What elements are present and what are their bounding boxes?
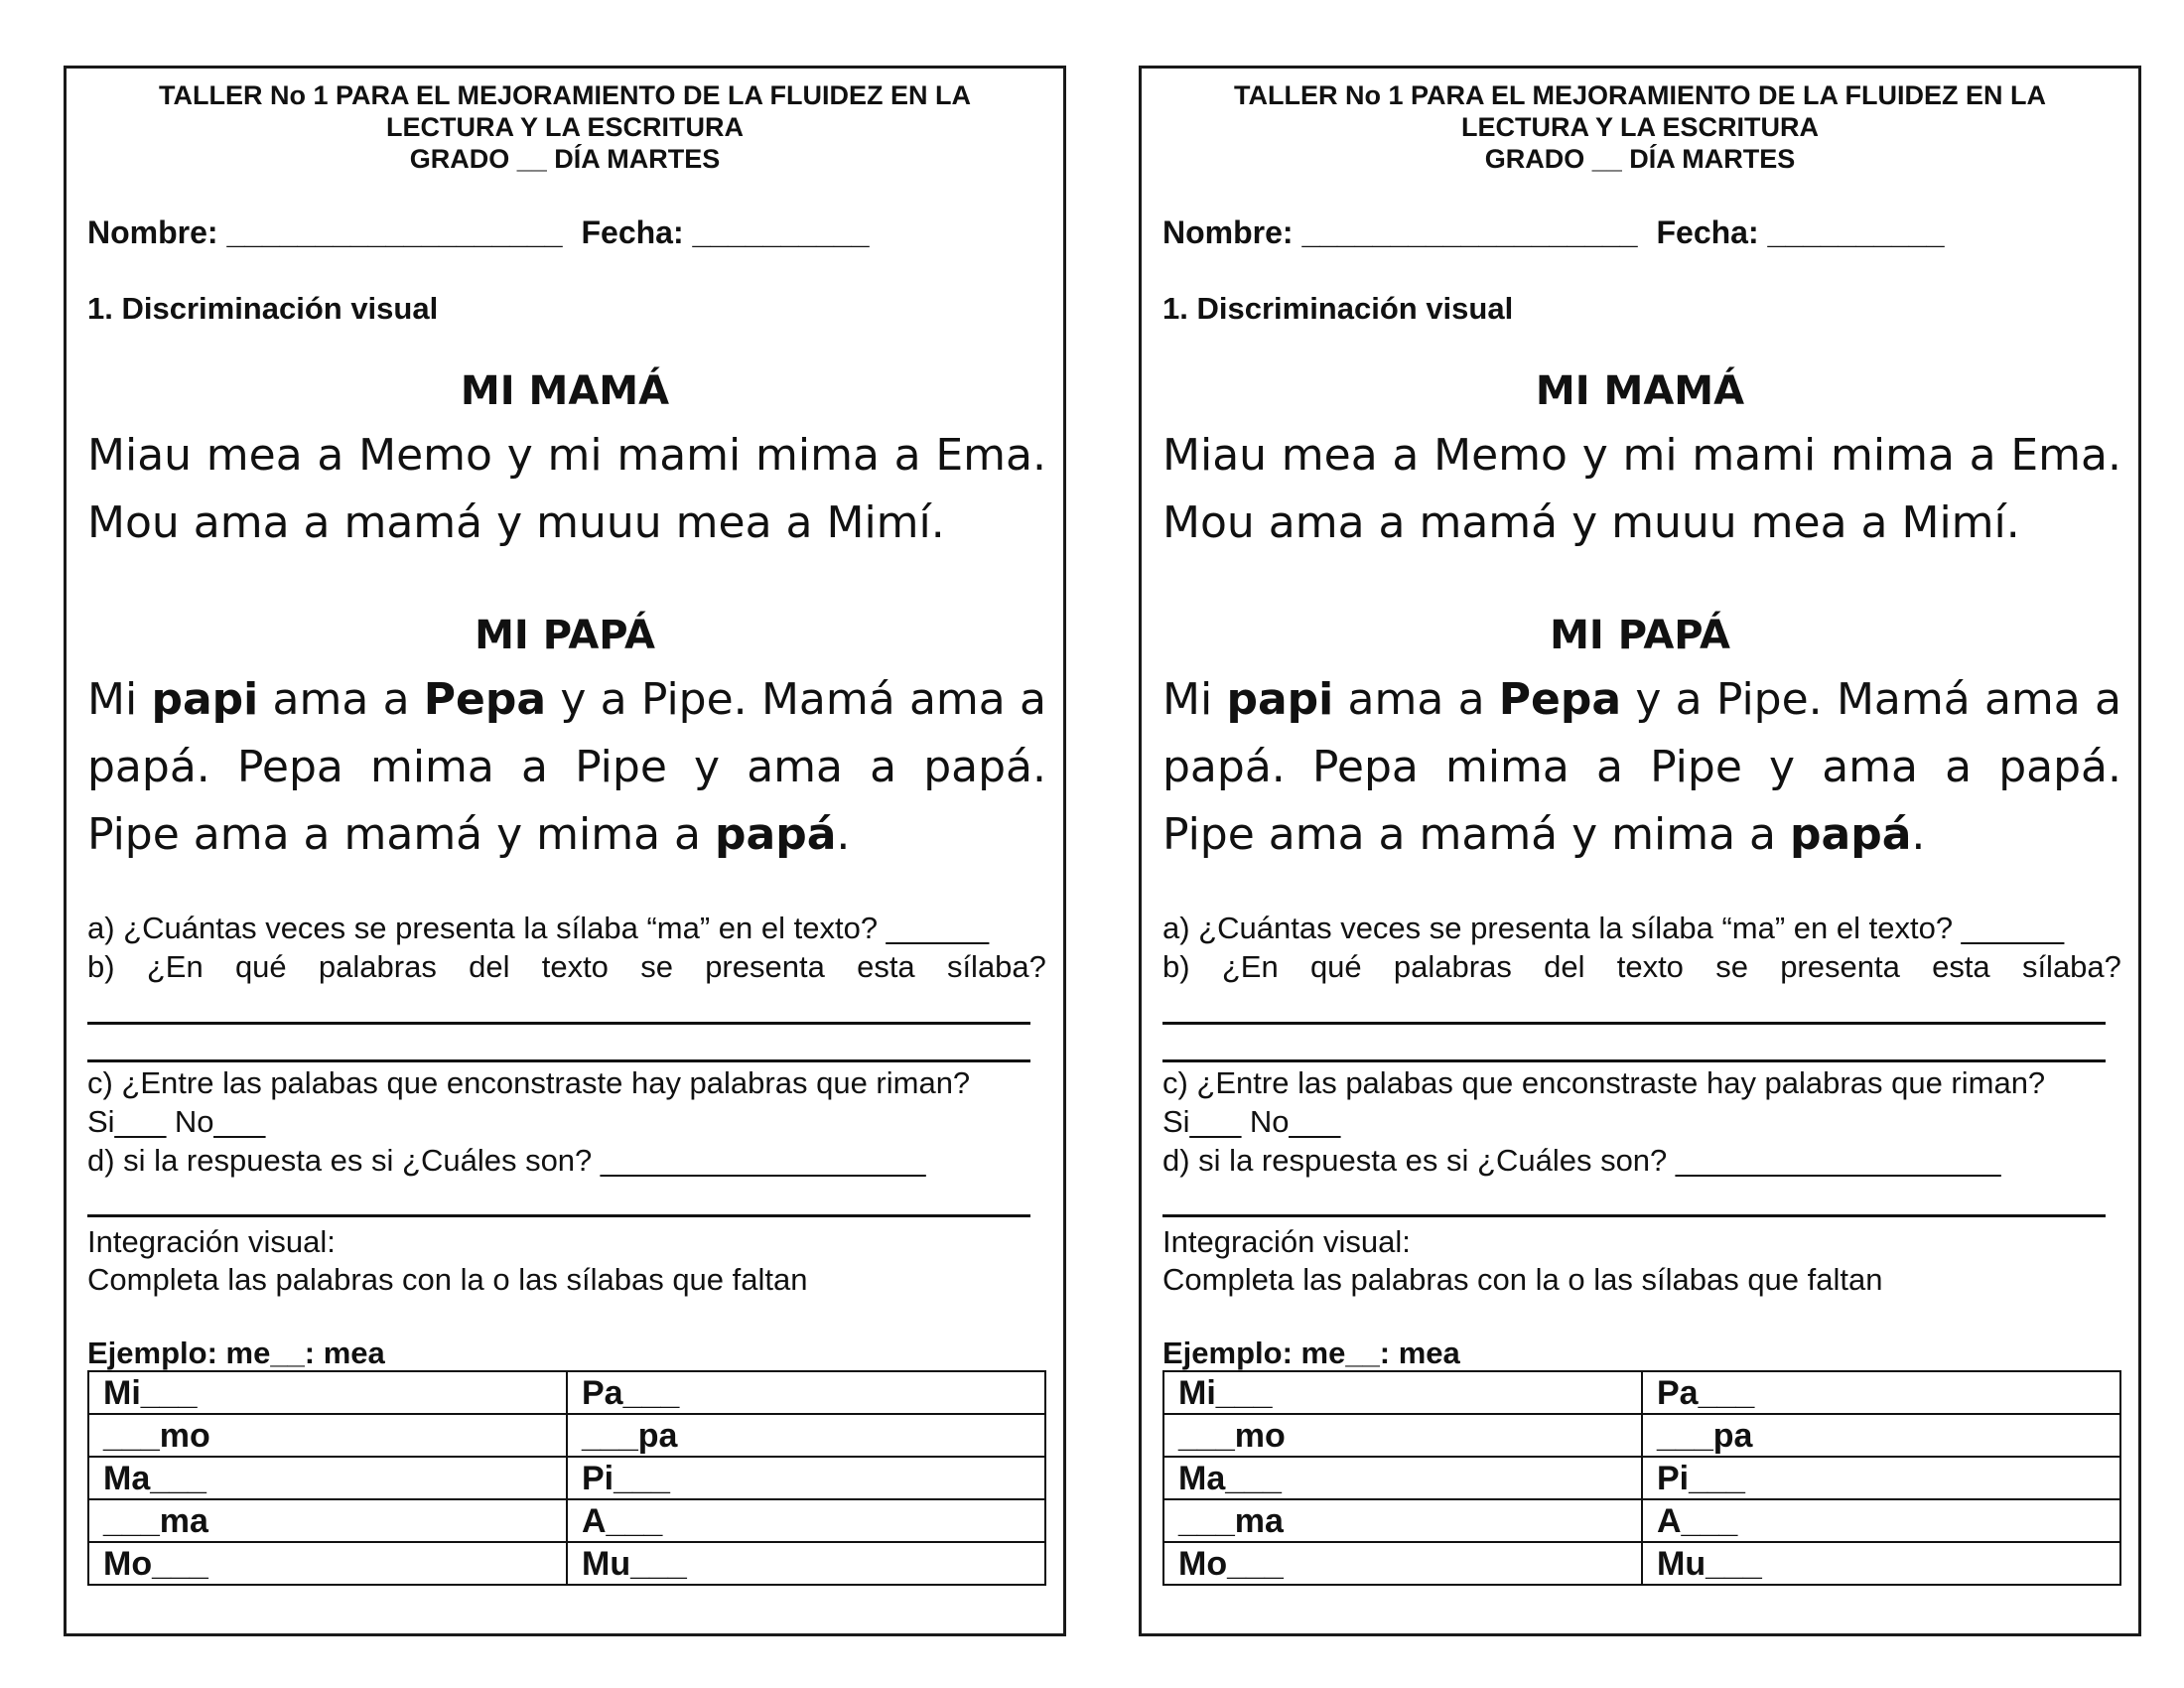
- table-row: [1163, 1542, 2120, 1585]
- example-text: Ejemplo: me__: mea: [87, 1336, 385, 1370]
- story-text-mama: Miau mea a Memo y mi mami mima a Ema. Mou ama a mamá y muuu mea a Mimí.: [87, 430, 1046, 548]
- header-line-3: GRADO __ DÍA MARTES: [409, 144, 721, 174]
- question-b-word: qué: [1309, 949, 1362, 984]
- yes-no-answer[interactable]: Si___ No___: [87, 1104, 266, 1139]
- table-row: [88, 1499, 1045, 1542]
- table-cell[interactable]: Ma___: [1163, 1457, 1642, 1499]
- table-row: [1163, 1457, 2120, 1499]
- question-d[interactable]: d) si la respuesta es si ¿Cuáles son? ___________________: [87, 1143, 926, 1178]
- yes-no-answer[interactable]: Si___ No___: [1162, 1104, 1341, 1139]
- integration-instructions: Completa las palabras con la o las sílabas que faltan: [1162, 1262, 1883, 1297]
- question-b-word: qué: [234, 949, 287, 984]
- header-line-1: TALLER No 1 PARA EL MEJORAMIENTO DE LA FLUIDEZ EN LA: [1233, 80, 2046, 110]
- integration-heading: Integración visual:: [87, 1224, 336, 1259]
- table-cell[interactable]: Mi___: [88, 1371, 567, 1414]
- question-b-word: sílaba?: [2021, 949, 2121, 984]
- question-b-word: presenta: [1780, 949, 1900, 984]
- table-cell[interactable]: ___mo: [88, 1414, 567, 1457]
- integration-heading: Integración visual:: [1162, 1224, 1411, 1259]
- date-field[interactable]: Fecha: __________: [581, 214, 870, 250]
- table-cell[interactable]: Pa___: [567, 1371, 1045, 1414]
- syllable-table: [1162, 1370, 2121, 1586]
- question-a[interactable]: a) ¿Cuántas veces se presenta la sílaba “ma” en el texto? ______: [87, 911, 990, 945]
- story-title-papa: MI PAPÁ: [1550, 613, 1730, 658]
- header-line-2: LECTURA Y LA ESCRITURA: [1460, 112, 1820, 142]
- worksheet-left: [64, 66, 1066, 1636]
- question-b-word: palabras: [318, 949, 437, 984]
- question-b-word: texto: [1616, 949, 1684, 984]
- table-cell[interactable]: ___pa: [1642, 1414, 2120, 1457]
- question-b-word: del: [1544, 949, 1585, 984]
- story-bold-word: papá: [715, 809, 837, 860]
- story-fragment: y a Pipe. Mamá ama a papá. Pepa mima a Pipe y ama a papá. Pipe ama a mamá y mima a: [87, 674, 1046, 860]
- question-b-word: esta: [857, 949, 915, 984]
- question-b-word: b): [87, 949, 115, 984]
- table-row: [88, 1371, 1045, 1414]
- question-b-word: sílaba?: [946, 949, 1046, 984]
- table-cell[interactable]: Mo___: [1163, 1542, 1642, 1585]
- name-field[interactable]: Nombre: ___________________: [1162, 214, 1638, 250]
- table-cell[interactable]: Pi___: [567, 1457, 1045, 1499]
- story-bold-word: papi: [151, 674, 259, 725]
- story-fragment: ama a: [258, 674, 424, 725]
- table-row: [1163, 1414, 2120, 1457]
- question-a[interactable]: a) ¿Cuántas veces se presenta la sílaba “ma” en el texto? ______: [1162, 911, 2065, 945]
- answer-line[interactable]: [1162, 1059, 2106, 1062]
- question-b-word: presenta: [705, 949, 825, 984]
- story-title-papa: MI PAPÁ: [475, 613, 655, 658]
- question-d[interactable]: d) si la respuesta es si ¿Cuáles son? ___________________: [1162, 1143, 2001, 1178]
- table-cell[interactable]: ___ma: [1163, 1499, 1642, 1542]
- table-cell[interactable]: Mu___: [1642, 1542, 2120, 1585]
- answer-line[interactable]: [1162, 1214, 2106, 1217]
- story-fragment: ama a: [1333, 674, 1499, 725]
- question-b-word: b): [1162, 949, 1190, 984]
- story-bold-word: Pepa: [1498, 674, 1622, 725]
- table-cell[interactable]: Pi___: [1642, 1457, 2120, 1499]
- story-fragment: y a Pipe. Mamá ama a papá. Pepa mima a Pipe y ama a papá. Pipe ama a mamá y mima a: [1162, 674, 2121, 860]
- header-line-3: GRADO __ DÍA MARTES: [1484, 144, 1796, 174]
- section-title: 1. Discriminación visual: [87, 291, 439, 326]
- table-cell[interactable]: A___: [567, 1499, 1045, 1542]
- story-fragment: Mi: [87, 674, 152, 725]
- table-row: [88, 1414, 1045, 1457]
- story-bold-word: papi: [1226, 674, 1334, 725]
- answer-line[interactable]: [87, 1059, 1030, 1062]
- question-b-word: texto: [541, 949, 609, 984]
- integration-instructions: Completa las palabras con la o las sílabas que faltan: [87, 1262, 808, 1297]
- table-cell[interactable]: ___pa: [567, 1414, 1045, 1457]
- table-row: [1163, 1499, 2120, 1542]
- table-cell[interactable]: A___: [1642, 1499, 2120, 1542]
- table-cell[interactable]: ___mo: [1163, 1414, 1642, 1457]
- answer-line[interactable]: [1162, 1022, 2106, 1025]
- table-cell[interactable]: Mi___: [1163, 1371, 1642, 1414]
- example-text: Ejemplo: me__: mea: [1162, 1336, 1460, 1370]
- syllable-table: [87, 1370, 1046, 1586]
- answer-line[interactable]: [87, 1022, 1030, 1025]
- story-text-papa: [1162, 666, 2121, 869]
- story-title-mama: MI MAMÁ: [460, 368, 670, 414]
- answer-line[interactable]: [87, 1214, 1030, 1217]
- question-b-word: del: [469, 949, 510, 984]
- section-title: 1. Discriminación visual: [1162, 291, 1514, 326]
- story-text-papa: [87, 666, 1046, 869]
- worksheet-header: [1142, 79, 2138, 175]
- table-cell[interactable]: ___ma: [88, 1499, 567, 1542]
- question-b: [1162, 949, 2121, 985]
- table-cell[interactable]: Pa___: [1642, 1371, 2120, 1414]
- name-date-row: [87, 214, 869, 251]
- header-line-1: TALLER No 1 PARA EL MEJORAMIENTO DE LA FLUIDEZ EN LA: [158, 80, 971, 110]
- story-title-mama: MI MAMÁ: [1535, 368, 1745, 414]
- story-fragment: .: [1911, 809, 1926, 860]
- story-fragment: Mi: [1162, 674, 1227, 725]
- question-b-word: se: [1715, 949, 1748, 984]
- table-cell[interactable]: Mo___: [88, 1542, 567, 1585]
- story-bold-word: Pepa: [423, 674, 547, 725]
- question-c: c) ¿Entre las palabas que enconstraste hay palabras que riman?: [87, 1065, 971, 1100]
- name-date-row: [1162, 214, 1944, 251]
- question-b: [87, 949, 1046, 985]
- table-row: [88, 1457, 1045, 1499]
- header-line-2: LECTURA Y LA ESCRITURA: [385, 112, 745, 142]
- question-b-word: esta: [1932, 949, 1990, 984]
- worksheet-header: [67, 79, 1063, 175]
- question-b-word: ¿En: [1221, 949, 1279, 984]
- question-b-word: palabras: [1393, 949, 1512, 984]
- worksheet-right: [1139, 66, 2141, 1636]
- question-c: c) ¿Entre las palabas que enconstraste hay palabras que riman?: [1162, 1065, 2046, 1100]
- question-b-word: se: [640, 949, 673, 984]
- story-fragment: .: [836, 809, 851, 860]
- story-text-mama: Miau mea a Memo y mi mami mima a Ema. Mou ama a mamá y muuu mea a Mimí.: [1162, 430, 2121, 548]
- story-bold-word: papá: [1790, 809, 1912, 860]
- table-row: [88, 1542, 1045, 1585]
- table-cell[interactable]: Mu___: [567, 1542, 1045, 1585]
- date-field[interactable]: Fecha: __________: [1656, 214, 1945, 250]
- table-cell[interactable]: Ma___: [88, 1457, 567, 1499]
- table-row: [1163, 1371, 2120, 1414]
- name-field[interactable]: Nombre: ___________________: [87, 214, 563, 250]
- question-b-word: ¿En: [146, 949, 204, 984]
